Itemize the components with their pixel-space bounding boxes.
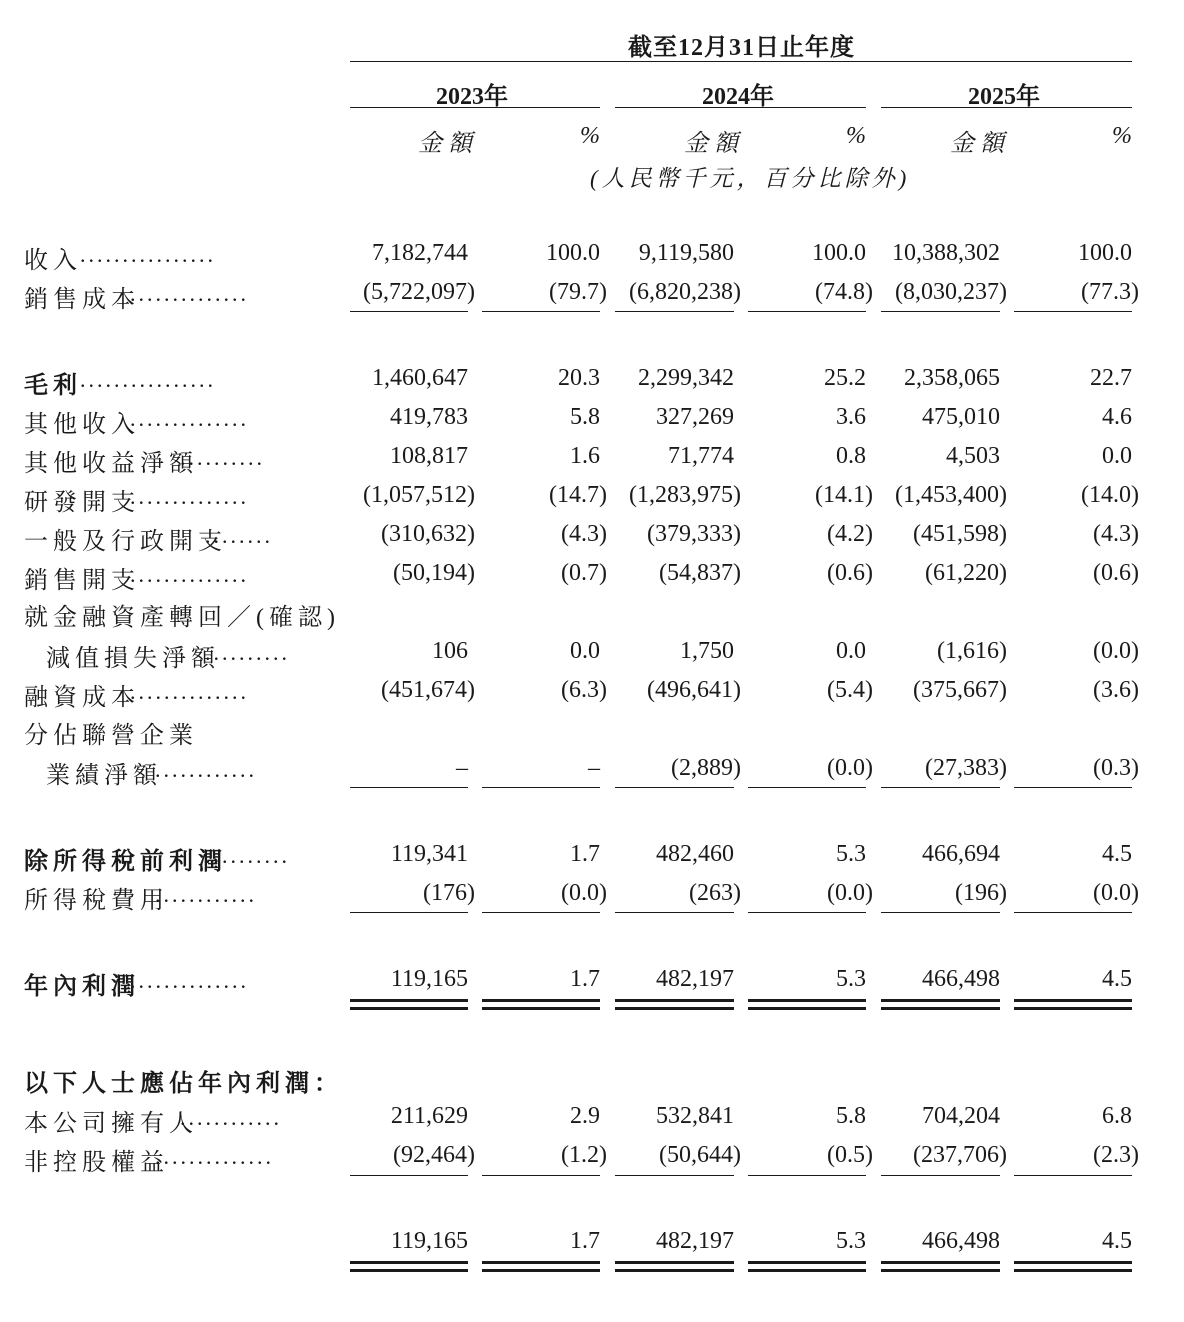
leader-dots: ..........	[205, 843, 290, 868]
percent-cell: (14.7)	[549, 482, 607, 508]
percent-cell: (14.0)	[1081, 482, 1139, 508]
leader-dots: ..........	[180, 445, 265, 470]
amount-cell: 419,783	[390, 404, 468, 430]
total-double-rule	[1014, 999, 1132, 1002]
percent-header-2025: %	[1112, 123, 1138, 149]
percent-cell: 25.2	[824, 365, 866, 391]
total-double-rule	[482, 999, 600, 1002]
leader-dots: ............	[155, 757, 257, 782]
total-double-rule	[1014, 1007, 1132, 1010]
amount-cell: (61,220)	[925, 560, 1007, 586]
percent-cell: (0.0)	[827, 880, 873, 906]
percent-cell: –	[588, 755, 600, 781]
percent-cell: 1.7	[570, 966, 600, 992]
amount-cell: 71,774	[668, 443, 734, 469]
total-double-rule	[350, 1261, 468, 1264]
subtotal-rule	[482, 1175, 600, 1176]
amount-cell: 482,460	[656, 841, 734, 867]
row-label: 減值損失淨額	[46, 646, 220, 672]
total-double-rule	[350, 999, 468, 1002]
year-header-2025: 2025年	[968, 84, 1040, 110]
percent-cell: 4.5	[1102, 1228, 1132, 1254]
year-rule-2023	[350, 107, 600, 108]
row-label: 業績淨額	[46, 763, 162, 789]
leader-dots: ..............	[130, 679, 249, 704]
amount-cell: 2,299,342	[638, 365, 734, 391]
leader-dots: ............	[180, 1105, 282, 1130]
subtotal-rule	[350, 1175, 468, 1176]
percent-cell: 0.8	[836, 443, 866, 469]
percent-cell: 0.0	[1102, 443, 1132, 469]
row-label: 以下人士應佔年內利潤：	[24, 1071, 343, 1097]
percent-cell: (14.1)	[815, 482, 873, 508]
unit-note: (人民幣千元，百分比除外)	[590, 166, 911, 191]
subtotal-rule	[881, 1175, 1000, 1176]
total-double-rule	[615, 1007, 734, 1010]
amount-cell: 482,197	[656, 1228, 734, 1254]
period-title: 截至12月31日止年度	[628, 35, 855, 61]
percent-cell: 5.3	[836, 841, 866, 867]
subtotal-rule	[1014, 311, 1132, 312]
percent-cell: (77.3)	[1081, 279, 1139, 305]
total-double-rule	[615, 999, 734, 1002]
amount-cell: 1,750	[680, 638, 734, 664]
percent-cell: (2.3)	[1093, 1142, 1139, 1168]
amount-cell: (451,598)	[913, 521, 1007, 547]
percent-cell: (4.2)	[827, 521, 873, 547]
percent-cell: 1.7	[570, 841, 600, 867]
year-rule-2024	[615, 107, 866, 108]
percent-cell: (0.6)	[1093, 560, 1139, 586]
amount-cell: 10,388,302	[892, 240, 1000, 266]
amount-cell: (6,820,238)	[629, 279, 741, 305]
percent-cell: 5.8	[836, 1103, 866, 1129]
amount-cell: 466,498	[922, 966, 1000, 992]
percent-cell: 4.5	[1102, 966, 1132, 992]
row-label: 一般及行政開支	[24, 529, 227, 555]
percent-cell: 1.6	[570, 443, 600, 469]
amount-cell: (451,674)	[381, 677, 475, 703]
row-label: 銷售開支	[24, 568, 140, 594]
total-double-rule	[748, 1269, 866, 1272]
percent-cell: (0.0)	[827, 755, 873, 781]
leader-dots: ..............	[130, 968, 249, 993]
percent-cell: (5.4)	[827, 677, 873, 703]
row-label: 年內利潤	[24, 974, 140, 1000]
percent-cell: (0.0)	[1093, 880, 1139, 906]
row-label: 非控股權益	[24, 1150, 169, 1176]
amount-cell: (50,194)	[393, 560, 475, 586]
amount-cell: (50,644)	[659, 1142, 741, 1168]
total-double-rule	[615, 1261, 734, 1264]
total-double-rule	[1014, 1269, 1132, 1272]
row-label: 毛利	[24, 373, 82, 399]
year-rule-2025	[881, 107, 1132, 108]
subtotal-rule	[615, 912, 734, 913]
total-double-rule	[1014, 1261, 1132, 1264]
row-label: 其他收益淨額	[24, 451, 198, 477]
leader-dots: ................	[80, 242, 216, 267]
percent-cell: (6.3)	[561, 677, 607, 703]
amount-cell: 1,460,647	[372, 365, 468, 391]
subtotal-rule	[748, 787, 866, 788]
amount-cell: (176)	[423, 880, 475, 906]
total-double-rule	[482, 1007, 600, 1010]
amount-cell: 532,841	[656, 1103, 734, 1129]
percent-cell: 22.7	[1090, 365, 1132, 391]
amount-cell: 119,165	[390, 1228, 468, 1254]
subtotal-rule	[748, 912, 866, 913]
amount-cell: 475,010	[922, 404, 1000, 430]
amount-cell: 704,204	[922, 1103, 1000, 1129]
amount-cell: (8,030,237)	[895, 279, 1007, 305]
subtotal-rule	[350, 787, 468, 788]
row-label: 就金融資產轉回／(確認)	[24, 605, 340, 631]
subtotal-rule	[482, 311, 600, 312]
total-double-rule	[881, 1269, 1000, 1272]
percent-cell: (0.0)	[561, 880, 607, 906]
subtotal-rule	[482, 912, 600, 913]
amount-cell: (1,453,400)	[895, 482, 1007, 508]
amount-cell: 7,182,744	[372, 240, 468, 266]
subtotal-rule	[881, 787, 1000, 788]
year-header-2024: 2024年	[702, 84, 774, 110]
leader-dots: ........	[205, 523, 273, 548]
row-label: 融資成本	[24, 685, 140, 711]
subtotal-rule	[881, 311, 1000, 312]
percent-cell: 6.8	[1102, 1103, 1132, 1129]
percent-cell: 0.0	[570, 638, 600, 664]
leader-dots: ..............	[130, 281, 249, 306]
total-double-rule	[350, 1007, 468, 1010]
subtotal-rule	[1014, 912, 1132, 913]
amount-cell: (263)	[689, 880, 741, 906]
percent-cell: (3.6)	[1093, 677, 1139, 703]
total-double-rule	[748, 999, 866, 1002]
total-double-rule	[881, 1007, 1000, 1010]
amount-header-2025: 金額	[950, 131, 1010, 157]
percent-cell: 2.9	[570, 1103, 600, 1129]
percent-cell: (74.8)	[815, 279, 873, 305]
percent-cell: 5.3	[836, 966, 866, 992]
total-double-rule	[350, 1269, 468, 1272]
subtotal-rule	[350, 912, 468, 913]
leader-dots: ..............	[155, 1144, 274, 1169]
amount-cell: (54,837)	[659, 560, 741, 586]
percent-cell: 0.0	[836, 638, 866, 664]
percent-cell: (4.3)	[1093, 521, 1139, 547]
amount-cell: (310,632)	[381, 521, 475, 547]
leader-dots: ................	[80, 367, 216, 392]
amount-cell: 482,197	[656, 966, 734, 992]
row-label: 收入	[24, 248, 82, 274]
percent-cell: 100.0	[1078, 240, 1132, 266]
amount-cell: 4,503	[946, 443, 1000, 469]
subtotal-rule	[748, 311, 866, 312]
percent-header-2024: %	[846, 123, 872, 149]
amount-cell: 108,817	[390, 443, 468, 469]
amount-cell: (379,333)	[647, 521, 741, 547]
subtotal-rule	[1014, 1175, 1132, 1176]
subtotal-rule	[615, 787, 734, 788]
total-double-rule	[482, 1261, 600, 1264]
total-double-rule	[881, 999, 1000, 1002]
percent-cell: (0.6)	[827, 560, 873, 586]
amount-header-2023: 金額	[418, 131, 478, 157]
amount-cell: (1,283,975)	[629, 482, 741, 508]
row-label: 所得稅費用	[24, 888, 169, 914]
amount-cell: 9,119,580	[638, 240, 734, 266]
amount-cell: 2,358,065	[904, 365, 1000, 391]
amount-cell: (237,706)	[913, 1142, 1007, 1168]
row-label: 本公司擁有人	[24, 1111, 198, 1137]
row-label: 除所得稅前利潤	[24, 849, 227, 875]
year-header-2023: 2023年	[436, 84, 508, 110]
subtotal-rule	[615, 311, 734, 312]
leader-dots: ..............	[130, 484, 249, 509]
percent-cell: 4.5	[1102, 841, 1132, 867]
row-label: 分佔聯營企業	[24, 723, 198, 749]
total-double-rule	[748, 1261, 866, 1264]
leader-dots: ..............	[130, 562, 249, 587]
amount-cell: (27,383)	[925, 755, 1007, 781]
percent-cell: (0.0)	[1093, 638, 1139, 664]
amount-cell: (92,464)	[393, 1142, 475, 1168]
amount-cell: (2,889)	[671, 755, 741, 781]
percent-cell: 5.8	[570, 404, 600, 430]
percent-cell: (0.3)	[1093, 755, 1139, 781]
percent-cell: 100.0	[812, 240, 866, 266]
amount-cell: 466,498	[922, 1228, 1000, 1254]
row-label: 其他收入	[24, 412, 140, 438]
amount-cell: (496,641)	[647, 677, 741, 703]
amount-cell: (1,616)	[937, 638, 1007, 664]
amount-cell: 106	[432, 638, 468, 664]
percent-cell: 1.7	[570, 1228, 600, 1254]
percent-cell: 100.0	[546, 240, 600, 266]
percent-cell: 3.6	[836, 404, 866, 430]
amount-cell: 211,629	[390, 1103, 468, 1129]
percent-cell: 20.3	[558, 365, 600, 391]
total-double-rule	[748, 1007, 866, 1010]
percent-cell: (0.5)	[827, 1142, 873, 1168]
percent-cell: 4.6	[1102, 404, 1132, 430]
amount-cell: 466,694	[922, 841, 1000, 867]
leader-dots: ..............	[130, 406, 249, 431]
percent-header-2023: %	[580, 123, 606, 149]
amount-cell: –	[456, 755, 468, 781]
amount-header-2024: 金額	[684, 131, 744, 157]
percent-cell: (79.7)	[549, 279, 607, 305]
subtotal-rule	[1014, 787, 1132, 788]
amount-cell: (375,667)	[913, 677, 1007, 703]
amount-cell: (196)	[955, 880, 1007, 906]
total-double-rule	[482, 1269, 600, 1272]
header-rule	[350, 61, 1132, 62]
leader-dots: ..........	[205, 640, 290, 665]
subtotal-rule	[748, 1175, 866, 1176]
subtotal-rule	[615, 1175, 734, 1176]
total-double-rule	[615, 1269, 734, 1272]
subtotal-rule	[350, 311, 468, 312]
percent-cell: (0.7)	[561, 560, 607, 586]
subtotal-rule	[482, 787, 600, 788]
row-label: 銷售成本	[24, 287, 140, 313]
percent-cell: 5.3	[836, 1228, 866, 1254]
amount-cell: 119,165	[390, 966, 468, 992]
amount-cell: 119,341	[390, 841, 468, 867]
percent-cell: (1.2)	[561, 1142, 607, 1168]
amount-cell: (5,722,097)	[363, 279, 475, 305]
percent-cell: (4.3)	[561, 521, 607, 547]
row-label: 研發開支	[24, 490, 140, 516]
amount-cell: 327,269	[656, 404, 734, 430]
subtotal-rule	[881, 912, 1000, 913]
amount-cell: (1,057,512)	[363, 482, 475, 508]
leader-dots: ............	[155, 882, 257, 907]
total-double-rule	[881, 1261, 1000, 1264]
